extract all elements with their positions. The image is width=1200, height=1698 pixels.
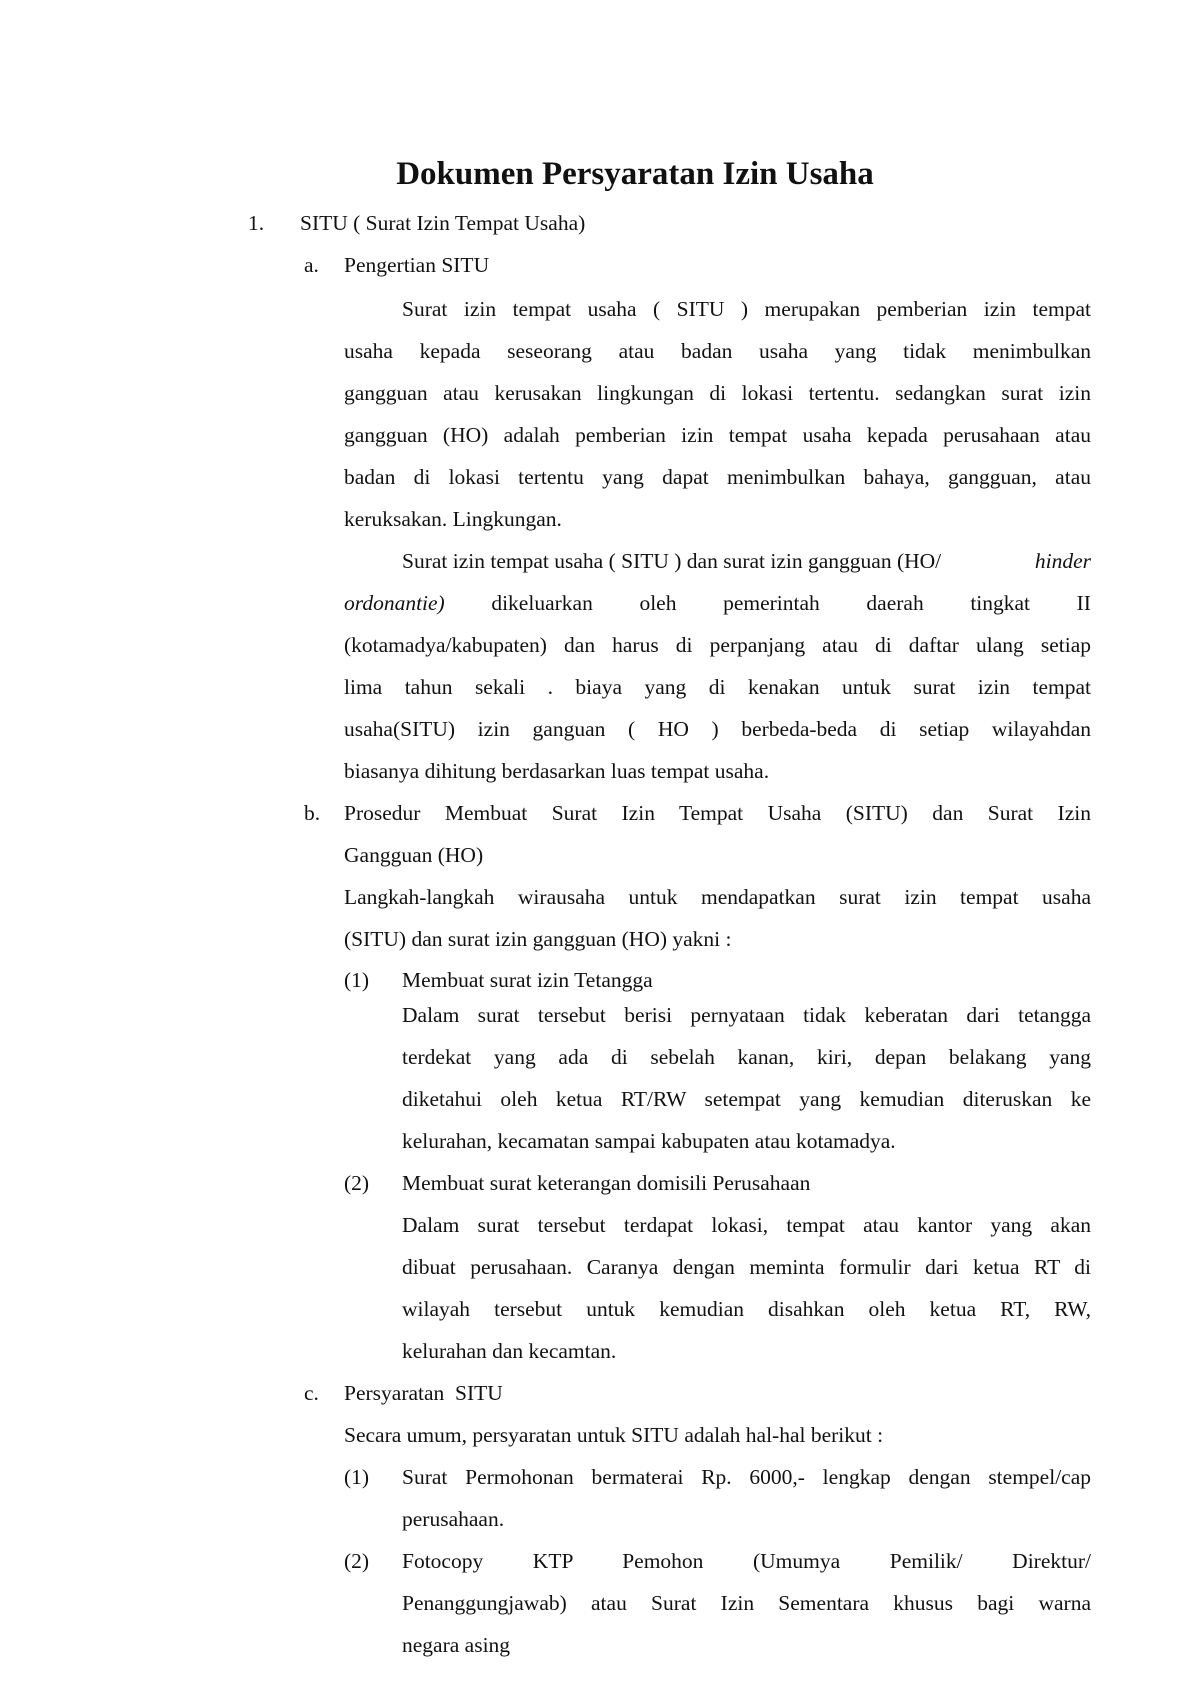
subsection-b-heading: Prosedur Membuat Surat Izin Tempat Usaha (SITU) dan Surat Izin [344, 801, 1091, 825]
section-heading: SITU ( Surat Izin Tempat Usaha) [300, 211, 586, 235]
list-item-line: Dalam surat tersebut terdapat lokasi, tempat atau kantor yang akan [402, 1213, 1091, 1237]
list-item-line: kelurahan, kecamatan sampai kabupaten atau kotamadya. [402, 1129, 896, 1153]
list-item-line: diketahui oleh ketua RT/RW setempat yang kemudian diteruskan ke [402, 1087, 1091, 1111]
document-title: Dokumen Persyaratan Izin Usaha [396, 156, 874, 192]
subsection-a-heading: Pengertian SITU [344, 253, 490, 277]
paragraph-line: Langkah-langkah wirausaha untuk mendapatkan surat izin tempat usaha [344, 885, 1091, 909]
list-item-heading: Membuat surat izin Tetangga [402, 968, 653, 992]
list-marker: (1) [344, 968, 370, 992]
paragraph-word: tingkat [970, 591, 1031, 615]
paragraph-word: oleh [639, 591, 677, 615]
subsection-c-marker: c. [304, 1381, 319, 1405]
list-item-heading: Membuat surat keterangan domisili Perusahaan [402, 1171, 811, 1195]
paragraph-line [402, 546, 1091, 576]
paragraph-line: gangguan (HO) adalah pemberian izin tempat usaha kepada perusahaan atau [344, 423, 1091, 447]
paragraph-line: gangguan atau kerusakan lingkungan di lokasi tertentu. sedangkan surat izin [344, 381, 1091, 405]
paragraph-line: badan di lokasi tertentu yang dapat menimbulkan bahaya, gangguan, atau [344, 465, 1091, 489]
paragraph-word: dikeluarkan [491, 591, 593, 615]
list-item-line: Penanggungjawab) atau Surat Izin Sementara khusus bagi warna [402, 1591, 1091, 1615]
paragraph-line: keruksakan. Lingkungan. [344, 507, 562, 531]
list-item-line: Fotocopy KTP Pemohon (Umumya Pemilik/ Direktur/ [402, 1549, 1091, 1573]
paragraph-line [344, 588, 1091, 618]
list-marker: (2) [344, 1171, 370, 1195]
paragraph-line: Surat izin tempat usaha ( SITU ) merupakan pemberian izin tempat [402, 297, 1091, 321]
subsection-a-marker: a. [304, 253, 319, 277]
list-item-line: dibuat perusahaan. Caranya dengan meminta formulir dari ketua RT di [402, 1255, 1091, 1279]
italic-term: hinder [1034, 549, 1091, 573]
list-item-line: perusahaan. [402, 1507, 505, 1531]
list-item-line: negara asing [402, 1633, 511, 1657]
list-marker: (2) [344, 1549, 370, 1573]
paragraph-line: lima tahun sekali . biaya yang di kenakan untuk surat izin tempat [344, 675, 1091, 699]
list-item-line: kelurahan dan kecamtan. [402, 1339, 617, 1363]
italic-term: ordonantie) [344, 591, 445, 615]
list-item-line: Surat Permohonan bermaterai Rp. 6000,- lengkap dengan stempel/cap [402, 1465, 1091, 1489]
paragraph-word: daerah [866, 591, 924, 615]
list-item-line: wilayah tersebut untuk kemudian disahkan oleh ketua RT, RW, [402, 1297, 1091, 1321]
paragraph-line: biasanya dihitung berdasarkan luas tempat usaha. [344, 759, 770, 783]
paragraph-word: II [1076, 591, 1091, 615]
list-marker: (1) [344, 1465, 370, 1489]
paragraph-line: Secara umum, persyaratan untuk SITU adalah hal-hal berikut : [344, 1423, 884, 1447]
paragraph-word: pemerintah [723, 591, 820, 615]
subsection-b-marker: b. [304, 801, 321, 825]
paragraph-line: (SITU) dan surat izin gangguan (HO) yakni : [344, 927, 732, 951]
paragraph-text: Surat izin tempat usaha ( SITU ) dan surat izin gangguan (HO/ [402, 549, 942, 573]
subsection-c-heading: Persyaratan SITU [344, 1381, 503, 1405]
list-item-line: terdekat yang ada di sebelah kanan, kiri, depan belakang yang [402, 1045, 1091, 1069]
list-item-line: Dalam surat tersebut berisi pernyataan tidak keberatan dari tetangga [402, 1003, 1091, 1027]
paragraph-line: (kotamadya/kabupaten) dan harus di perpanjang atau di daftar ulang setiap [344, 633, 1091, 657]
paragraph-line: usaha kepada seseorang atau badan usaha yang tidak menimbulkan [344, 339, 1091, 363]
paragraph-line: usaha(SITU) izin ganguan ( HO ) berbeda-beda di setiap wilayahdan [344, 717, 1091, 741]
section-number: 1. [248, 211, 265, 235]
subsection-b-heading: Gangguan (HO) [344, 843, 484, 867]
